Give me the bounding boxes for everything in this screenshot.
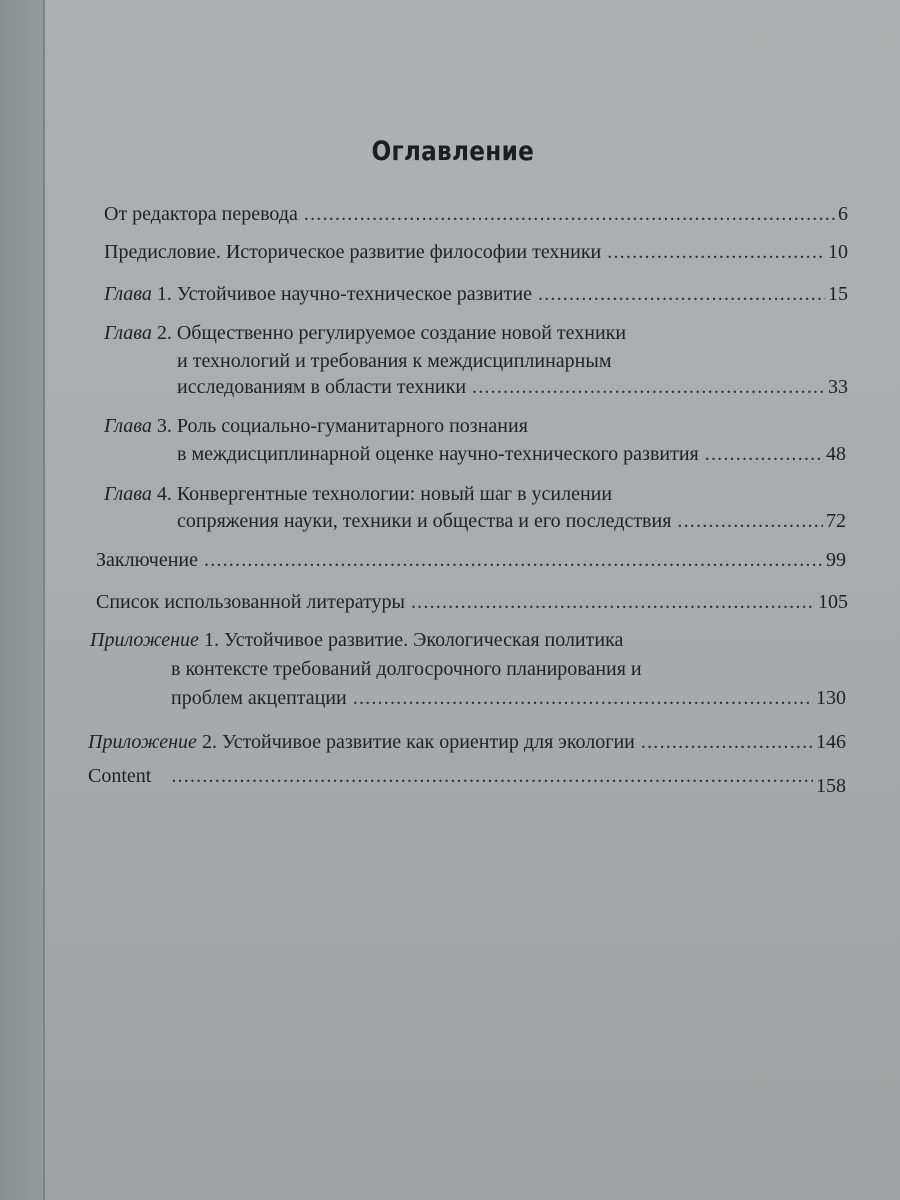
leader-dots xyxy=(472,375,825,399)
toc-page-number: 130 xyxy=(816,687,846,709)
toc-entry-chapter-1 xyxy=(104,282,848,306)
toc-entry-prefix: Глава xyxy=(104,283,152,305)
toc-entry-title-part: Конвергентные технологии: новый шаг в усилении xyxy=(176,483,613,505)
toc-entry-prefix: Глава xyxy=(104,483,152,505)
toc-heading: Оглавление xyxy=(371,136,535,167)
toc-page-number: 6 xyxy=(838,203,848,225)
leader-dots xyxy=(607,240,825,264)
toc-entry-prefix: Глава xyxy=(104,415,152,437)
toc-entry-title: Устойчивое развитие как ориентир для экологии xyxy=(221,731,635,753)
toc-entry-title-part: Устойчивое развитие. Экологическая политика xyxy=(223,629,624,651)
leader-dots xyxy=(171,764,813,788)
toc-page-number: 15 xyxy=(828,283,848,305)
toc-entry-number: 4. xyxy=(151,483,177,505)
toc-entry-title: Устойчивое научно-техническое развитие xyxy=(176,283,532,305)
toc-entry-number: 2. xyxy=(151,322,177,344)
toc-entry-prefix: Глава xyxy=(104,322,152,344)
toc-page-number: 146 xyxy=(816,731,846,753)
toc-entry-number: 2. xyxy=(196,731,222,753)
toc-page-number: 33 xyxy=(828,376,848,398)
toc-entry-number: 3. xyxy=(151,415,177,437)
toc-entry-editor xyxy=(104,202,848,226)
leader-dots xyxy=(353,686,813,710)
toc-entry-title-part: исследованиям в области техники xyxy=(177,376,467,398)
toc-entry-title-part: Общественно регулируемое создание новой техники xyxy=(176,322,627,344)
leader-dots xyxy=(705,442,823,466)
toc-entry-appendix-2 xyxy=(88,730,846,754)
toc-entry-conclusion xyxy=(96,548,846,572)
leader-dots xyxy=(411,590,815,614)
toc-entry-title: Content xyxy=(88,765,152,787)
toc-entry-title: Предисловие. Историческое развитие философии техники xyxy=(104,241,602,263)
toc-entry-title-part: сопряжения науки, техники и общества и его последствия xyxy=(177,510,672,532)
toc-entry-title: Заключение xyxy=(96,549,198,571)
toc-entry-number: 1. xyxy=(198,629,224,651)
leader-dots xyxy=(641,730,813,754)
toc-entry-title-part: в междисциплинарной оценке научно-технического развития xyxy=(177,443,699,465)
leader-dots xyxy=(677,509,823,533)
toc-entry-chapter-2-line-1 xyxy=(104,321,626,345)
toc-entry-title-part: проблем акцептации xyxy=(171,687,347,709)
toc-entry-chapter-2-last xyxy=(177,375,848,399)
toc-page-number: 105 xyxy=(818,591,848,613)
toc-page-number: 158 xyxy=(816,775,846,797)
toc-entry-chapter-2-line-2: и технологий и требования к междисциплинарным xyxy=(177,350,612,372)
toc-entry-preface xyxy=(104,240,848,264)
toc-entry-appendix-1-last xyxy=(171,686,846,710)
toc-entry-chapter-4-last xyxy=(177,509,846,533)
toc-page-number: 99 xyxy=(826,549,846,571)
toc-entry-appendix-1-line-2: в контексте требований долгосрочного планирования и xyxy=(171,658,642,680)
toc-entry-appendix-1-line-1 xyxy=(90,628,623,652)
toc-entry-prefix: Приложение xyxy=(90,629,199,651)
toc-entry-chapter-3-last xyxy=(177,442,846,466)
toc-entry-chapter-3-line-1 xyxy=(104,414,528,438)
toc-page-number: 10 xyxy=(828,241,848,263)
toc-page-number: 48 xyxy=(826,443,846,465)
leader-dots xyxy=(538,282,825,306)
toc-entry-chapter-4-line-1 xyxy=(104,482,612,506)
leader-dots xyxy=(304,202,835,226)
toc-entry-prefix: Приложение xyxy=(88,731,197,753)
toc-entry-references xyxy=(96,590,848,614)
toc-entry-title-part: Роль социально-гуманитарного познания xyxy=(176,415,528,437)
leader-dots xyxy=(204,548,823,572)
toc-entry-number: 1. xyxy=(151,283,177,305)
toc-entry-title: Список использованной литературы xyxy=(96,591,405,613)
toc-entry-title: От редактора перевода xyxy=(104,203,298,225)
toc-page-number: 72 xyxy=(826,510,846,532)
toc-entry-content xyxy=(88,764,846,797)
